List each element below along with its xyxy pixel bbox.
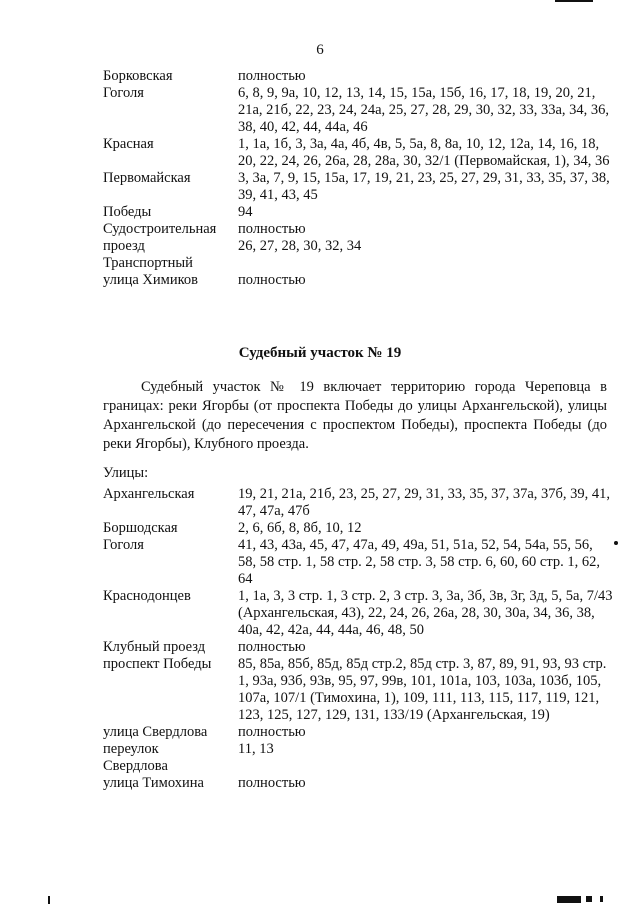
street-name: Судостроительная	[103, 221, 217, 237]
house-numbers: 3, 3а, 7, 9, 15, 15а, 17, 19, 21, 23, 25, 27, 29, 31, 33, 35, 37, 38, 39, 41, 43, 45	[238, 170, 610, 203]
street-name: улица Свердлова	[103, 724, 208, 740]
street-row	[103, 486, 613, 520]
street-row	[103, 68, 613, 85]
street-name: Красная	[103, 136, 154, 152]
house-numbers: 94	[238, 204, 253, 220]
street-row	[103, 741, 613, 758]
street-row	[103, 136, 613, 170]
scan-mark	[586, 896, 592, 902]
house-numbers: 85, 85а, 85б, 85д, 85д стр.2, 85д стр. 3, 87, 89, 91, 93, 93 стр. 1, 93а, 93б, 93в, 95, 97, 99в, 101, 101а, 103, 103а, 103б, 105, 107а, 107/1 (Тимохина, 1), 109, 111, 113, 115, 117, 119, 121, 123, 125, 127, 129, 131, 133/19 (Архангельская, 19)	[238, 656, 607, 723]
street-row	[103, 758, 613, 775]
scan-mark	[555, 0, 593, 2]
street-row	[103, 85, 613, 136]
streets-label: Улицы:	[103, 465, 149, 481]
section-description: Судебный участок № 19 включает территорию города Череповца в границах: реки Ягорбы (от проспекта Победы до улицы Архангельской), улицы Архангельской (до пересечения с проспектом Победы), проспекта Победы (до реки Ягорбы), Клубного проезда.	[103, 379, 607, 452]
street-name: Гоголя	[103, 537, 144, 553]
house-numbers: полностью	[238, 724, 306, 740]
street-name: Боршодская	[103, 520, 178, 536]
house-numbers: 41, 43, 43а, 45, 47, 47а, 49, 49а, 51, 51а, 52, 54, 54а, 55, 56, 58, 58 стр. 1, 58 стр. 2, 58 стр. 3, 58 стр. 6, 60, 60 стр. 1, 62, 64	[238, 537, 600, 587]
street-row	[103, 170, 613, 204]
house-numbers: 6, 8, 9, 9а, 10, 12, 13, 14, 15, 15а, 15б, 16, 17, 18, 19, 20, 21, 21а, 21б, 22, 23, 24, 24а, 25, 27, 28, 29, 30, 32, 33, 33а, 34, 36, 38, 40, 42, 44, 44а, 46	[238, 85, 610, 135]
street-row	[103, 537, 613, 588]
house-numbers	[238, 255, 613, 272]
street-name: проезд	[103, 238, 145, 254]
street-name: Победы	[103, 204, 152, 220]
street-name: Борковская	[103, 68, 173, 84]
street-name: улица Химиков	[103, 272, 199, 288]
house-numbers: полностью	[238, 775, 306, 791]
scan-mark	[600, 896, 603, 902]
street-name: переулок	[103, 741, 159, 757]
house-numbers: 26, 27, 28, 30, 32, 34	[238, 238, 362, 254]
scan-mark	[48, 896, 50, 904]
house-numbers: 2, 6, 6б, 8, 8б, 10, 12	[238, 520, 362, 536]
street-list-bottom	[103, 486, 613, 792]
house-numbers: 11, 13	[238, 741, 274, 757]
street-row	[103, 724, 613, 741]
page-number: 6	[316, 42, 324, 58]
house-numbers: полностью	[238, 68, 306, 84]
street-row	[103, 238, 613, 255]
street-name: Клубный проезд	[103, 639, 206, 655]
house-numbers	[238, 758, 613, 775]
street-name: Архангельская	[103, 486, 195, 502]
section-heading: Судебный участок № 19	[238, 345, 402, 361]
house-numbers: 19, 21, 21а, 21б, 23, 25, 27, 29, 31, 33, 35, 37, 37а, 37б, 39, 41, 47, 47а, 47б	[238, 486, 611, 519]
house-numbers: полностью	[238, 221, 306, 237]
scan-mark	[614, 541, 618, 545]
street-name: Краснодонцев	[103, 588, 191, 604]
street-row	[103, 255, 613, 272]
street-row	[103, 520, 613, 537]
street-row	[103, 656, 613, 724]
street-list-top	[103, 68, 613, 289]
street-name: Гоголя	[103, 85, 144, 101]
street-name: Свердлова	[103, 758, 168, 774]
street-name: улица Тимохина	[103, 775, 204, 791]
street-name: проспект Победы	[103, 656, 212, 672]
street-row	[103, 639, 613, 656]
street-row	[103, 204, 613, 221]
scan-mark	[557, 896, 581, 903]
street-row	[103, 221, 613, 238]
street-name: Транспортный	[103, 255, 193, 271]
house-numbers: 1, 1а, 3, 3 стр. 1, 3 стр. 2, 3 стр. 3, 3а, 3б, 3в, 3г, 3д, 5, 5а, 7/43 (Архангельская, 43), 22, 24, 26, 26а, 28, 30, 30а, 34, 36, 38, 40а, 42, 42а, 44, 44а, 46, 48, 50	[238, 588, 613, 638]
street-row	[103, 588, 613, 639]
street-row	[103, 272, 613, 289]
house-numbers: 1, 1а, 1б, 3, 3а, 4а, 4б, 4в, 5, 5а, 8, 8а, 10, 12, 12а, 14, 16, 18, 20, 22, 24, 26, 26а, 28, 28а, 30, 32/1 (Первомайская, 1), 34, 36	[238, 136, 610, 169]
street-row	[103, 775, 613, 792]
house-numbers: полностью	[238, 272, 306, 288]
street-name: Первомайская	[103, 170, 191, 186]
house-numbers: полностью	[238, 639, 306, 655]
